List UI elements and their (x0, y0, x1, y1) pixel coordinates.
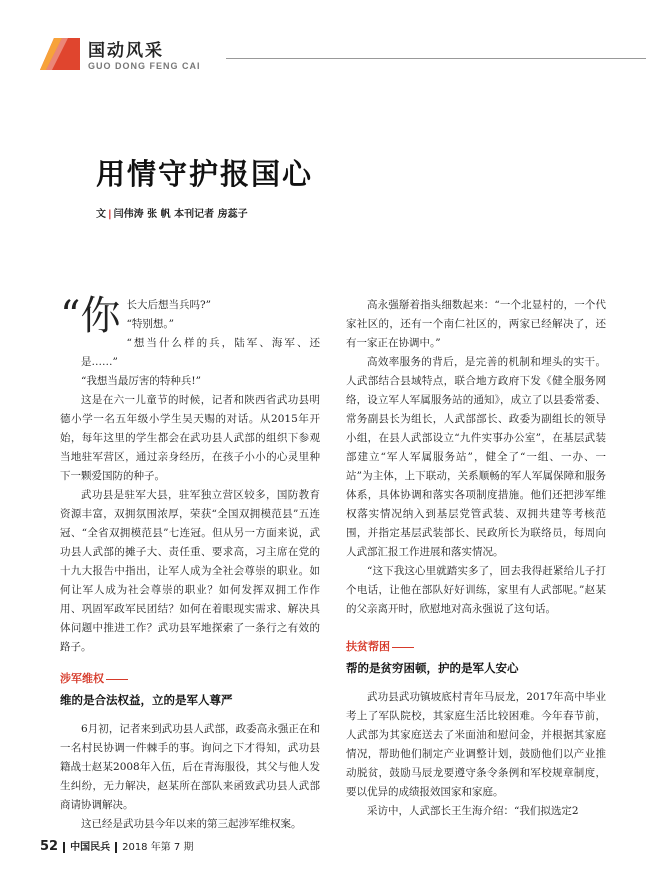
paragraph: “这下我这心里就踏实多了，回去我得赶紧给儿子打个电话，让他在部队好好训练，家里有人武部呢。”赵某的父亲离开时，欣慰地对高永强说了这句话。 (346, 565, 606, 615)
subheading-tag: 涉军维权 (60, 672, 104, 685)
header-divider (226, 58, 646, 59)
paragraph: 这是在六一儿童节的时候，记者和陕西省武功县明德小学一名五年级小学生吴天赐的对话。从2015年开始，每年这里的学生都会在武功县人武部的组织下参观当地驻军营区，通过亲身经历，在孩子小小的心灵里种下一颗爱国防的种子。 (60, 394, 320, 482)
footer-divider (115, 842, 117, 853)
article-title: 用情守护报国心 (96, 157, 314, 191)
section-logo-icon (40, 34, 80, 70)
byline-separator: | (108, 209, 112, 220)
magazine-name: 中国民兵 (70, 842, 111, 853)
paragraph: 武功县武功镇坡底村青年马辰龙，2017年高中毕业考上了军队院校，其家庭生活比较困难。今年春节前，人武部为其家庭送去了米面油和慰问金，并根据其家庭情况，帮助他们制定产业调整计划，鼓励他们以产业推动脱贫，鼓励马辰龙要遵守条令条例和军校规章制度，要以优异的成绩报效国家和家庭。 (346, 691, 606, 798)
paragraph: 6月初，记者来到武功县人武部，政委高永强正在和一名村民协调一件棘手的事。询问之下才得知，武功县籍战士赵某2008年入伍，后在青海服役，其父与他人发生纠纷，无力解决，赵某所在部队来函致武功县人武部商请协调解决。 (60, 723, 320, 811)
column-left (60, 293, 320, 834)
subheading-title: 帮的是贫穷困顿，护的是军人安心 (346, 661, 519, 675)
paragraph: 这已经是武功县今年以来的第三起涉军维权案。 (81, 818, 302, 830)
issue-label: 2018 年第 7 期 (122, 842, 194, 853)
byline-authors: 闫伟涛 张 帆 本刊记者 房蕊子 (113, 209, 248, 220)
section-pinyin: GUO DONG FENG CAI (88, 61, 201, 71)
paragraph: 高永强掰着指头细数起来：“一个北显村的，一个代家社区的，还有一个南仁社区的，两家已经解决了，还有一家正在协调中。” (346, 299, 606, 349)
subheading-rule (106, 679, 128, 680)
paragraph: 武功县是驻军大县，驻军独立营区较多，国防教育资源丰富，双拥氛围浓厚，荣获“全国双拥模范县”五连冠、“全省双拥模范县”七连冠。但从另一方面来说，武功县人武部的摊子大、责任重、要求高，习主席在党的十九大报告中指出，让军人成为全社会尊崇的职业。如何让军人成为社会尊崇的职业？如何发挥双拥工作作用、巩固军政军民团结？如何在着眼现实需求、解决具体问题中推进工作？武功县军地探索了一条行之有效的路子。 (60, 489, 320, 653)
page-number: 52 (40, 839, 59, 854)
subheading-title: 维的是合法权益，立的是军人尊严 (60, 693, 233, 707)
paragraph: 高效率服务的背后，是完善的机制和埋头的实干。人武部结合县域特点，联合地方政府下发《健全服务网络，设立军人军属服务站的通知》，成立了以县委常委、常务副县长为组长，人武部部长、政委为副组长的领导小组，在县人武部设立“九件实事办公室”，在基层武装部建立“军人军属服务站”，健全了“一组、一办、一站”为主体，上下联动，关系顺畅的军人军属保障和服务体系，具体协调和落实各项制度措施。他们还把涉军维权落实情况纳入到基层党管武装、双拥共建等考核范围，并指定基层武装部长、民政所长为联络员，每周向人武部汇报工作进展和落实情况。 (346, 356, 606, 558)
drop-cap: “你 (60, 293, 121, 339)
paragraph: “想当什么样的兵，陆军、海军、还是……” (81, 337, 320, 368)
paragraph: “我想当最厉害的特种兵!” (81, 375, 201, 387)
subheading-poverty (346, 637, 606, 678)
paragraph: 长大后想当兵吗?” (126, 299, 211, 311)
subheading-rule (392, 647, 414, 648)
footer-divider (63, 842, 65, 853)
column-right (346, 296, 606, 821)
paragraph: “特别想。” (126, 318, 174, 330)
byline-label: 文 (96, 209, 106, 220)
byline (96, 205, 248, 220)
paragraph: 采访中，人武部长王生海介绍：“我们拟选定2 (367, 805, 579, 817)
section-header (40, 28, 640, 78)
page-footer (40, 838, 193, 854)
section-name: 国动风采 (88, 41, 164, 61)
subheading-tag: 扶贫帮困 (346, 640, 390, 653)
subheading-rights (60, 669, 320, 710)
